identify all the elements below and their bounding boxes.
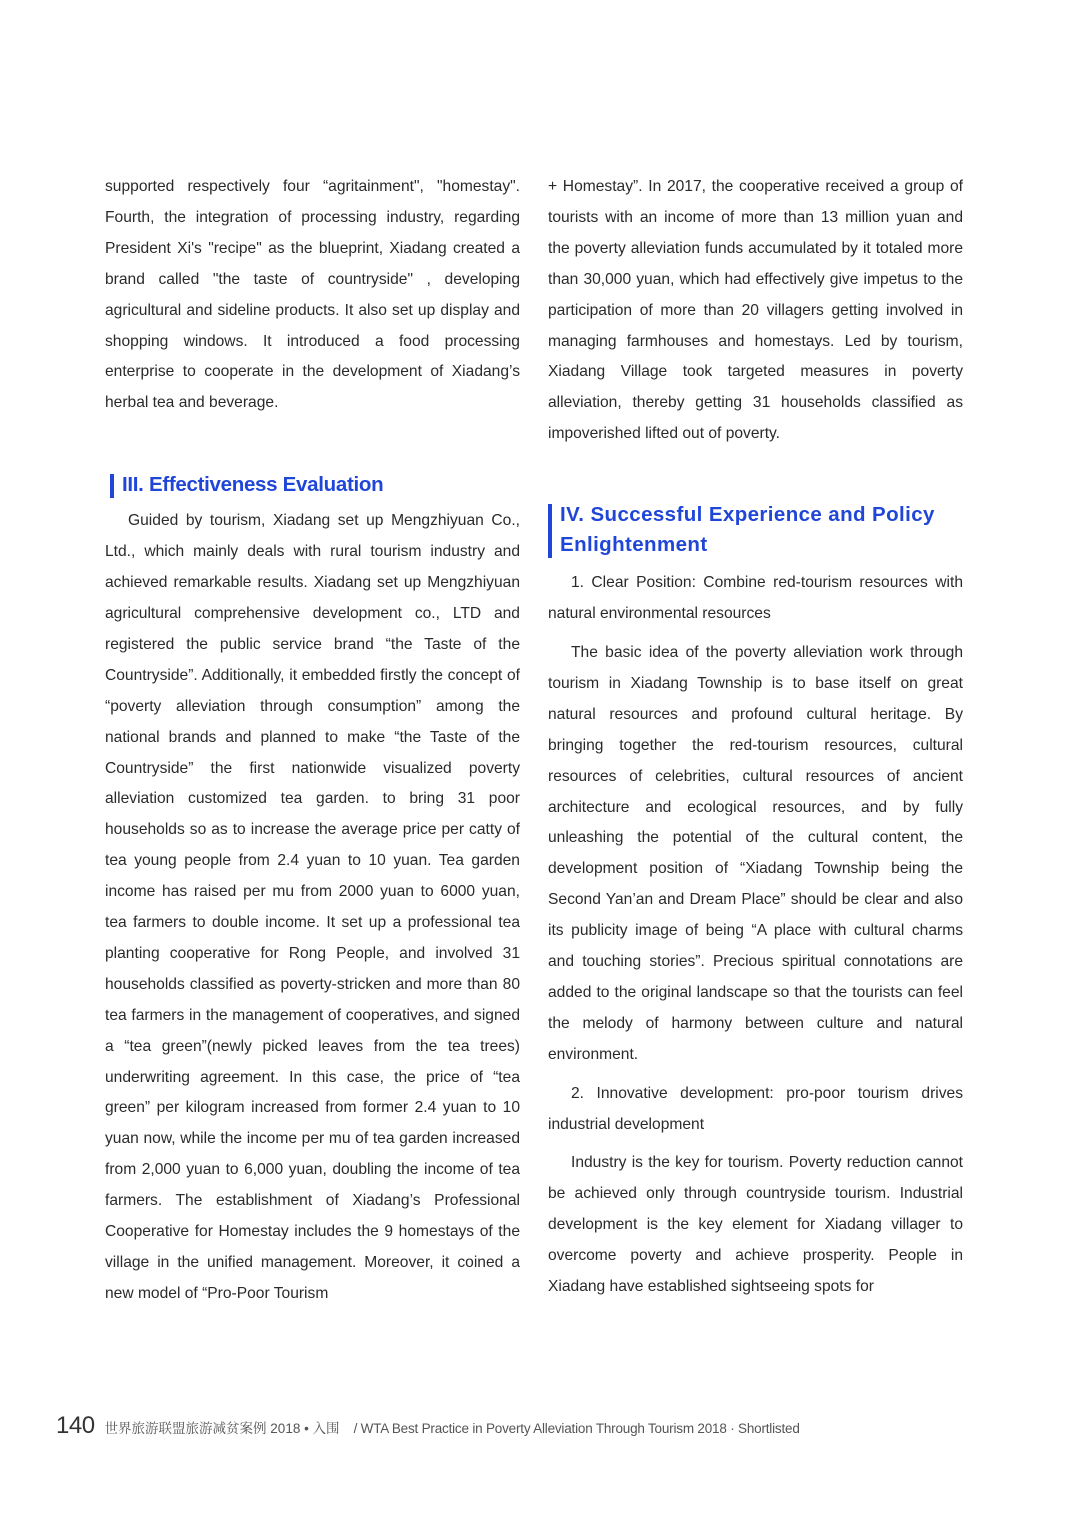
heading-accent-bar <box>110 474 114 498</box>
point-1-paragraph: The basic idea of the poverty alleviation work through tourism in Xiadang Township is to base itself on great natural resources and profound cultural heritage. By bringing together the red-tourism resources, cultural resources of celebrities, cultural resources of ancient architecture and ecological resources, and by fully unleashing the potential of the cultural content, the development position of “Xiadang Township being the Second Yan’an and Dream Place” should be clear and also its publicity image of being “A place with cultural charms and touching stories”. Precious spiritual connotations are added to the original landscape so that the tourists can feel the melody of harmony between culture and natural environment. <box>548 643 963 1063</box>
section-3-paragraph: Guided by tourism, Xiadang set up Mengzhiyuan Co., Ltd., which mainly deals with rural tourism industry and achieved remarkable results. Xiadang set up Mengzhiyuan agricultural comprehensive development co., LTD and registered the public service brand “the Taste of the Countryside”. Additionally, it embedded firstly the concept of “poverty alleviation through consumption” among the national brands and planned to make “the Taste of the Countryside” the first nationwide visualized poverty alleviation customized tea garden. to bring 31 poor households so as to increase the average price per catty of tea young people from 2.4 yuan to 10 yuan. Tea garden income has raised per mu from 2000 yuan to 6000 yuan, tea farmers to double income. It set up a professional tea planting cooperative for Rong People, and involved 31 households classified as poverty-stricken and more than 80 tea farmers in the management of cooperatives, and signed a “tea green”(newly picked leaves from the tea trees) underwriting agreement. In this case, the price of “tea green” per kilogram increased from former 2.4 yuan to 10 yuan now, while the income per mu of tea garden increased from 2,000 yuan to 6,000 yuan, doubling the income of tea farmers. The establishment of Xiadang’s Professional Cooperative for Homestay includes the 9 homestays of the village in the unified management. Moreover, it coined a new model of “Pro-Poor Tourism <box>105 512 520 1302</box>
page-footer <box>56 1412 800 1440</box>
point-2-title: 2. Innovative development: pro-poor tourism drives industrial development <box>548 1084 963 1133</box>
left-column <box>105 172 520 1310</box>
heading-accent-bar <box>548 504 552 558</box>
section-3-heading-text: III. Effectiveness Evaluation <box>122 473 384 497</box>
point-1-title: 1. Clear Position: Combine red-tourism resources with natural environmental resources <box>548 574 963 623</box>
footer-english-title: / WTA Best Practice in Poverty Alleviation Through Tourism 2018 · Shortlisted <box>353 1421 800 1436</box>
section-3-heading <box>110 470 520 500</box>
page-number: 140 <box>56 1412 95 1439</box>
intro-paragraph: supported respectively four “agritainment", "homestay". Fourth, the integration of processing industry, regarding President Xi's "recipe" as the blueprint, Xiadang created a brand called "the taste of countryside" , developing agricultural and sideline products. It also set up display and shopping windows. It introduced a food processing enterprise to cooperate in the development of Xiadang’s herbal tea and beverage. <box>105 178 520 412</box>
footer-chinese-title: 世界旅游联盟旅游减贫案例 2018 • 入围 <box>104 1421 340 1436</box>
point-2-paragraph: Industry is the key for tourism. Poverty reduction cannot be achieved only through countryside tourism. Industrial development is the key element for Xiadang villager to overcome poverty and achieve prosperity. People in Xiadang have established sightseeing spots for <box>548 1154 963 1296</box>
continued-paragraph: + Homestay”. In 2017, the cooperative received a group of tourists with an income of more than 13 million yuan and the poverty alleviation funds accumulated by it totaled more than 30,000 yuan, which had effectively give impetus to the participation of more than 20 villagers getting involved in managing farmhouses and homestays. Led by tourism, Xiadang Village took targeted measures in poverty alleviation, thereby getting 31 households classified as impoverished lifted out of poverty. <box>548 178 963 443</box>
right-column <box>548 172 963 1303</box>
section-4-heading <box>548 500 963 560</box>
section-4-heading-text: IV. Successful Experience and Policy Enlightenment <box>560 503 935 557</box>
